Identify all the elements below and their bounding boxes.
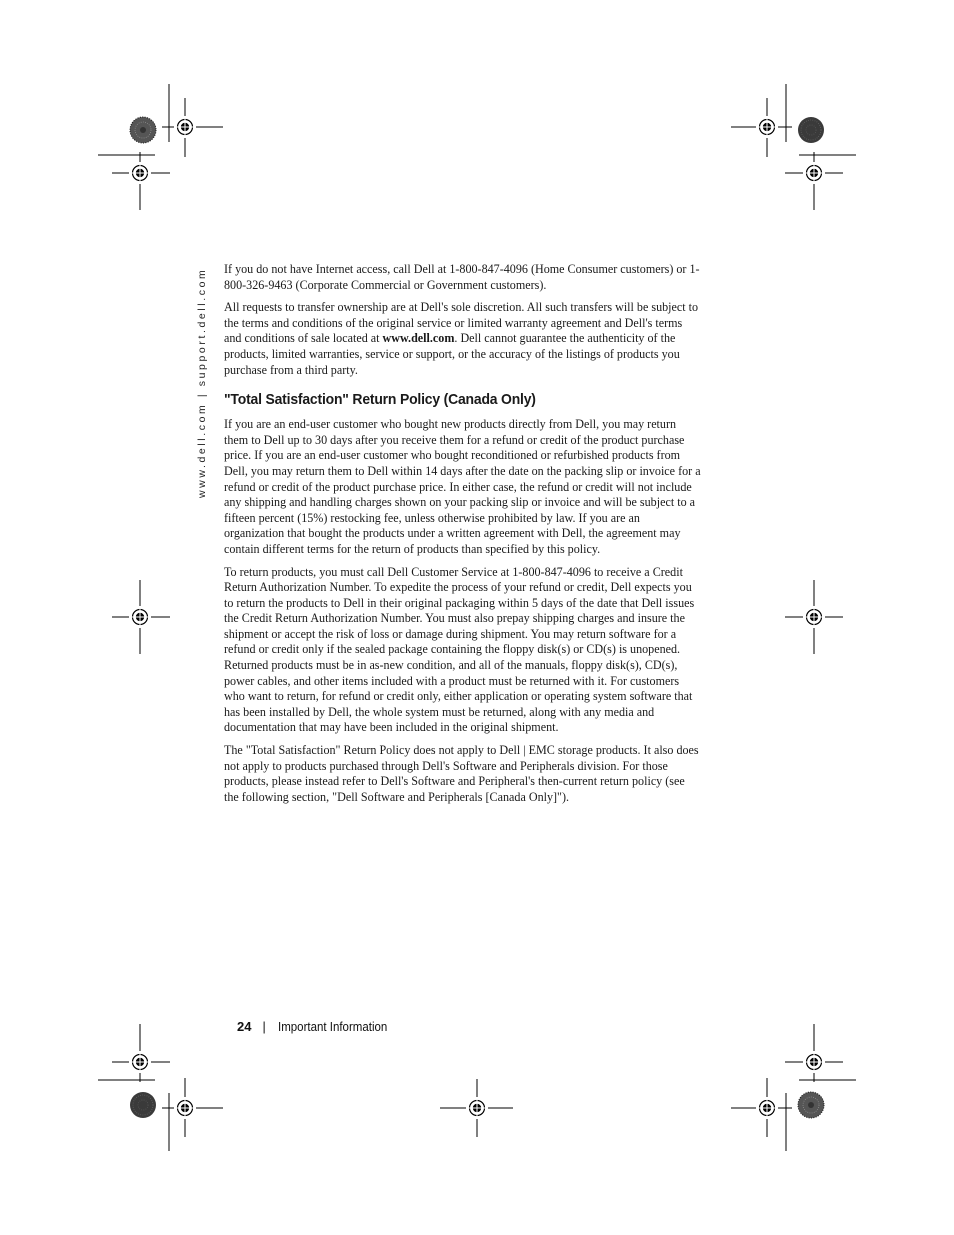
page-footer — [237, 1019, 397, 1034]
side-url-running-header: www.dell.com | support.dell.com — [196, 268, 208, 499]
paragraph-text: If you do not have Internet access, call Dell at 1-800-847-4096 (Home Consumer customers) or 1-800-326-9463 (Corporate Commercial or Government customers). — [224, 262, 700, 292]
section-heading: "Total Satisfaction" Return Policy (Canada Only) — [224, 391, 536, 409]
section-paragraph-exclusions: The "Total Satisfaction" Return Policy does not apply to Dell | EMC storage products. It also does not apply to products purchased through Dell's Software and Peripherals division. For those products, please instead refer to Dell's Software and Peripheral's then-current return policy (see the following section, "Dell Software and Peripherals [Canada Only]"). — [224, 743, 699, 804]
intro-paragraph-internet-access — [224, 262, 702, 293]
footer-chapter-title: Important Information — [277, 1020, 388, 1034]
footer-separator: | — [262, 1020, 266, 1034]
section-paragraph-refund-terms: If you are an end-user customer who bought new products directly from Dell, you may return them to Dell up to 30 days after you receive them for a refund or credit of the product purchase price. If you are an end-user customer who bought reconditioned or refurbished products from Dell, you may return them to Dell within 14 days after the date on the packing slip or invoice for a refund or credit of the product purchase price. In either case, the refund or credit will not include any shipping and handling charges shown on your packing slip or invoice and will be subject to a fifteen percent (15%) restocking fee, unless otherwise prohibited by law. If you are an organization that bought the products under a written agreement with Dell, the agreement may contain different terms for the return of products than specified by this policy. — [224, 417, 701, 556]
paragraph-text: . Dell cannot guarantee the authenticity of the products, limited warranties, service or support, or the accuracy of the listings of products you purchase from a third party. — [224, 331, 680, 377]
section-paragraph-return-process: To return products, you must call Dell Customer Service at 1-800-847-4096 to receive a Credit Return Authorization Number. To expedite the process of your refund or credit, Dell expects you to return the products to Dell in their original packaging within 5 days of the date that Dell issues the Credit Return Authorization Number. You must also prepay shipping charges and insure the shipment or accept the risk of loss or damage during shipment. You may return software for a refund or credit only if the sealed package containing the floppy disk(s) or CD(s) is unopened. Returned products must be in as-new condition, and all of the manuals, floppy disk(s), CD(s), power cables, and other items included with a product must be returned with it. For customers who want to return, for refund or credit only, either application or operating system software that has been installed by Dell, the whole system must be returned, along with any media and documentation that may have been included in the original shipment. — [224, 564, 695, 735]
paragraph-text: All requests to transfer ownership are at Dell's sole discretion. All such transfers will be subject to the terms and conditions of the original service or limited warranty agreement and Dell's terms and conditions of sale located at — [224, 300, 699, 346]
intro-paragraph-ownership-transfer — [224, 300, 702, 378]
page-number: 24 — [237, 1019, 252, 1034]
dell-website-link[interactable]: www.dell.com — [382, 331, 455, 346]
page-body — [224, 262, 702, 812]
